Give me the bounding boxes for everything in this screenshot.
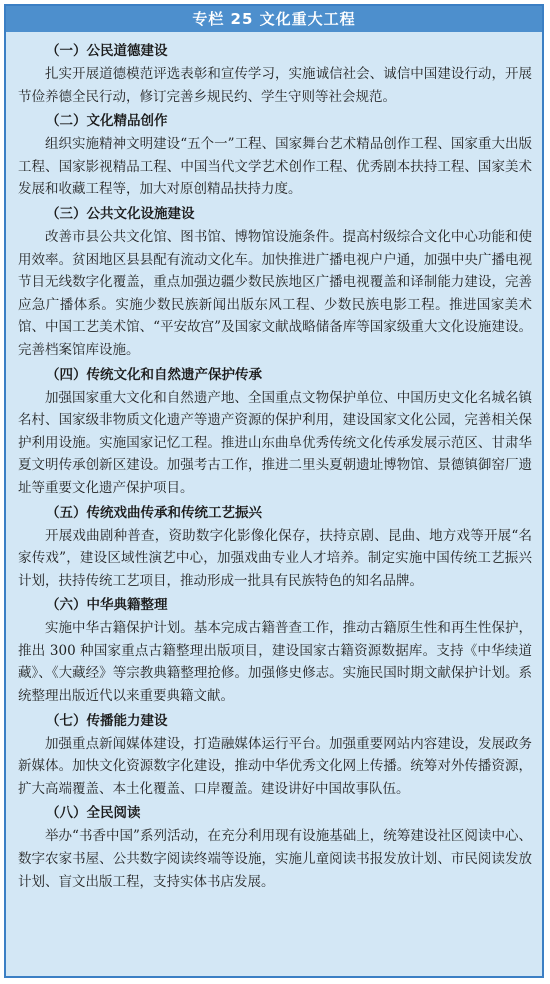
section-text: 加强国家重大文化和自然遗产地、全国重点文物保护单位、中国历史文化名城名镇名村、国家级非物质文化遗产等遗产资源的保护利用，建设国家文化公园，完善相关保护利用设施。实施国家记忆工程。推进山东曲阜优秀传统文化传承发展示范区、甘肃华夏文明传承创新区建设。加强考古工作，推进二里头夏朝遗址博物馆、景德镇御窑厂遗址等重要文化遗产保护项目。	[18, 389, 532, 496]
section-heading: （七）传播能力建设	[46, 712, 168, 729]
section-heading: （一）公民道德建设	[46, 43, 168, 59]
section-classics	[18, 594, 532, 707]
section-heritage-protection	[18, 364, 532, 500]
section-national-reading	[18, 802, 532, 893]
box-content	[6, 32, 542, 893]
section-heading: （六）中华典籍整理	[46, 597, 168, 614]
section-heading: （四）传统文化和自然遗产保护传承	[46, 366, 262, 383]
section-text: 组织实施精神文明建设“五个一”工程、国家舞台艺术精品创作工程、国家重大出版工程、国家影视精品工程、中国当代文学艺术创作工程、优秀剧本扶持工程、国家美术发展和收藏工程等，加大对原创精品扶持力度。	[18, 136, 532, 198]
section-heading: （二）文化精品创作	[46, 113, 168, 130]
section-text: 加强重点新闻媒体建设，打造融媒体运行平台。加强重要网站内容建设，发展政务新媒体。加快文化资源数字化建设，推动中华优秀文化网上传播。统筹对外传播资源，扩大高端覆盖、本土化覆盖、口岸覆盖。建设讲好中国故事队伍。	[18, 735, 532, 797]
section-opera-crafts	[18, 502, 532, 593]
section-heading: （八）全民阅读	[46, 805, 141, 822]
section-text: 实施中华古籍保护计划。基本完成古籍普查工作，推动古籍原生性和再生性保护，推出 300 种国家重点古籍整理出版项目，建设国家古籍资源数据库。支持《中华续道藏》、《大藏经》等宗教典籍整理抢修。加强修史修志。实施民国时期文献保护计划。系统整理出版近代以来重要典籍文献。	[18, 620, 532, 705]
section-communication	[18, 710, 532, 801]
box-title: 专栏 25 文化重大工程	[6, 6, 542, 32]
section-heading: （五）传统戏曲传承和传统工艺振兴	[46, 504, 262, 521]
section-text: 扎实开展道德模范评选表彰和宣传学习，实施诚信社会、诚信中国建设行动，开展节俭养德全民行动，修订完善乡规民约、学生守则等社会规范。	[18, 66, 532, 105]
section-text: 开展戏曲剧种普查，资助数字化影像化保存，扶持京剧、昆曲、地方戏等开展“名家传戏”，建设区域性演艺中心，加强戏曲专业人才培养。制定实施中国传统工艺振兴计划，扶持传统工艺项目，推动形成一批具有民族特色的知名品牌。	[18, 527, 532, 589]
section-cultural-works	[18, 110, 532, 201]
section-public-facilities	[18, 203, 532, 362]
section-heading: （三）公共文化设施建设	[46, 205, 195, 222]
section-civic-morality	[18, 40, 532, 108]
section-text: 举办“书香中国”系列活动，在充分利用现有设施基础上，统筹建设社区阅读中心、数字农家书屋、公共数字阅读终端等设施，实施儿童阅读书报发放计划、市民阅读发放计划、盲文出版工程，支持实体书店发展。	[18, 828, 532, 890]
section-text: 改善市县公共文化馆、图书馆、博物馆设施条件。提高村级综合文化中心功能和使用效率。贫困地区县县配有流动文化车。加快推进广播电视户户通，加强中央广播电视节目无线数字化覆盖，重点加强边疆少数民族地区广播电视覆盖和译制能力建设，完善应急广播体系。实施少数民族新闻出版东风工程、少数民族电影工程。推进国家美术馆、中国工艺美术馆、“平安故宫”及国家文献战略储备库等国家级重大文化设施建设。完善档案馆库设施。	[18, 228, 532, 358]
feature-box	[4, 4, 544, 978]
